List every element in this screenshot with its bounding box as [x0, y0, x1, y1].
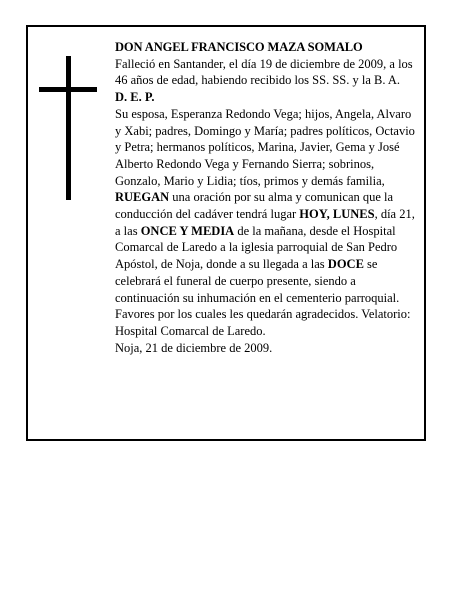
once-y-media-text: ONCE Y MEDIA — [140, 223, 235, 238]
request-text-3: de la mañana, desde el Hospital Comarcal de Laredo a la iglesia parroquial de San Pedro Apóstol, de Noja, donde a su llegada a las — [115, 223, 398, 272]
place-date: Noja, 21 de diciembre de 2009. — [115, 340, 273, 355]
death-statement: Falleció en Santander, el día 19 de diciembre de 2009, a los 46 años de edad, habiendo recibido los SS. SS. y la B. A. — [115, 56, 413, 88]
deceased-name: DON ANGEL FRANCISCO MAZA SOMALO — [115, 40, 363, 54]
rip-line — [115, 89, 419, 106]
doce-text: DOCE — [327, 257, 364, 272]
cross-horizontal-bar — [39, 87, 97, 92]
notice-text — [115, 39, 419, 356]
hoy-lunes-text: HOY, LUNES — [299, 207, 375, 222]
funeral-request — [115, 189, 419, 339]
cross-icon — [39, 56, 97, 200]
obituary-notice — [26, 25, 426, 441]
request-text-4: se celebrará el funeral de cuerpo presente, siendo a continuación su inhumación en el cementerio parroquial. Favores por los cuales les quedarán agradecidos. Velatorio: Hospital Comarcal de Laredo. — [115, 257, 411, 338]
request-text-1: una oración por su alma y comunican que la conducción del cadáver tendrá lugar — [115, 190, 394, 222]
rip-text: D. E. P. — [115, 90, 155, 105]
request-text-2: , día 21, a las — [115, 207, 415, 238]
family-list: Su esposa, Esperanza Redondo Vega; hijos, Angela, Alvaro y Xabi; padres, Domingo y María; padres políticos, Octavio y Petra; hermanos políticos, Marina, Javier, Gema y José Alberto Redondo Vega y Fernando Sierra; sobrinos, Gonzalo, Mario y Lidia; tíos, primos y demás familia, — [115, 106, 415, 188]
cross-vertical-bar — [66, 56, 71, 200]
ruegan-text: RUEGAN — [115, 190, 170, 205]
